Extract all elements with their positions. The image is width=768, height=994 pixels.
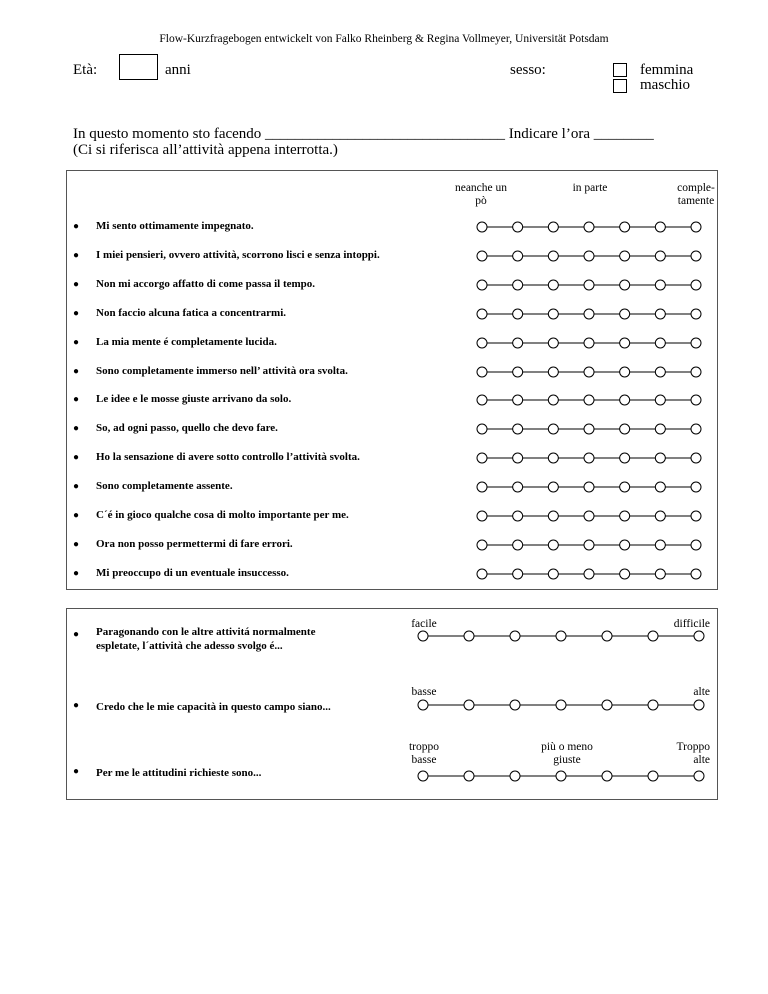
flow-item-text: Ora non posso permettermi di fare errori. bbox=[96, 537, 293, 550]
scale-option-1[interactable] bbox=[477, 424, 487, 434]
anchor-left: basse bbox=[411, 686, 437, 698]
scale-option-2[interactable] bbox=[513, 395, 523, 405]
scale-option-3[interactable] bbox=[548, 280, 558, 290]
scale-option-7[interactable] bbox=[691, 251, 701, 261]
scale-option-2[interactable] bbox=[513, 424, 523, 434]
difficulty-item-scale bbox=[417, 769, 705, 783]
bullet-icon: ● bbox=[73, 510, 80, 521]
scale-option-5[interactable] bbox=[620, 395, 630, 405]
scale-option-2[interactable] bbox=[513, 453, 523, 463]
scale-option-7[interactable] bbox=[691, 482, 701, 492]
flow-item-scale bbox=[476, 220, 702, 234]
scale-option-5[interactable] bbox=[602, 700, 612, 710]
scale-option-1[interactable] bbox=[477, 280, 487, 290]
flow-item-text: Non faccio alcuna fatica a concentrarmi. bbox=[96, 306, 287, 319]
flow-item-scale bbox=[476, 538, 702, 552]
flow-item-scale bbox=[476, 307, 702, 321]
scale-option-4[interactable] bbox=[584, 222, 594, 232]
flow-item-scale bbox=[476, 336, 702, 350]
scale-option-4[interactable] bbox=[584, 511, 594, 521]
scale-option-4[interactable] bbox=[584, 453, 594, 463]
scale-option-2[interactable] bbox=[513, 367, 523, 377]
bullet-icon: ● bbox=[73, 221, 80, 232]
scale-option-3[interactable] bbox=[510, 700, 520, 710]
activity-line: In questo momento sto facendo ________________________________ Indicare l’ora ________ bbox=[73, 126, 654, 142]
scale-option-4[interactable] bbox=[556, 700, 566, 710]
scale-option-2[interactable] bbox=[513, 222, 523, 232]
bullet-icon: ● bbox=[73, 766, 80, 777]
difficulty-item-scale bbox=[417, 698, 705, 712]
scale-option-5[interactable] bbox=[620, 569, 630, 579]
flow-item-scale bbox=[476, 509, 702, 523]
bullet-icon: ● bbox=[73, 567, 80, 579]
scale-option-1[interactable] bbox=[477, 482, 487, 492]
maschio-checkbox[interactable] bbox=[613, 79, 627, 93]
scale-option-6[interactable] bbox=[655, 280, 665, 290]
sesso-label: sesso: bbox=[510, 62, 546, 78]
flow-item-text: Mi preoccupo di un eventuale insuccesso. bbox=[96, 566, 289, 579]
scale-option-1[interactable] bbox=[477, 511, 487, 521]
scale-option-2[interactable] bbox=[513, 569, 523, 579]
bullet-icon: ● bbox=[73, 278, 80, 290]
femmina-label: femmina bbox=[640, 62, 694, 78]
scale-option-4[interactable] bbox=[584, 540, 594, 550]
scale-option-1[interactable] bbox=[477, 540, 487, 550]
bullet-icon: ● bbox=[73, 307, 80, 319]
bullet-icon: ● bbox=[73, 700, 80, 711]
anchor-right: difficile bbox=[673, 618, 710, 630]
flow-item-scale bbox=[476, 422, 702, 436]
scale-option-6[interactable] bbox=[655, 395, 665, 405]
scale-option-5[interactable] bbox=[620, 222, 630, 232]
scale-option-6[interactable] bbox=[655, 540, 665, 550]
scale-header-left bbox=[441, 182, 521, 208]
scale-option-4[interactable] bbox=[556, 631, 566, 641]
scale-option-7[interactable] bbox=[691, 453, 701, 463]
scale-option-7[interactable] bbox=[691, 569, 701, 579]
scale-option-1[interactable] bbox=[477, 367, 487, 377]
scale-option-1[interactable] bbox=[477, 453, 487, 463]
scale-option-7[interactable] bbox=[691, 222, 701, 232]
scale-option-4[interactable] bbox=[584, 395, 594, 405]
scale-header-right-line2: tamente bbox=[677, 195, 715, 207]
difficulty-item-scale bbox=[417, 629, 705, 643]
scale-option-1[interactable] bbox=[418, 700, 428, 710]
flow-item-text: C´é in gioco qualche cosa di molto importante per me. bbox=[96, 509, 349, 521]
scale-option-3[interactable] bbox=[548, 540, 558, 550]
scale-option-7[interactable] bbox=[691, 511, 701, 521]
scale-option-6[interactable] bbox=[655, 222, 665, 232]
scale-option-3[interactable] bbox=[548, 309, 558, 319]
anchor-left: basse bbox=[411, 754, 437, 766]
anchor-right: alte bbox=[693, 686, 710, 698]
bullet-icon: ● bbox=[73, 394, 80, 406]
bullet-icon: ● bbox=[73, 365, 80, 377]
scale-option-5[interactable] bbox=[620, 482, 630, 492]
scale-option-1[interactable] bbox=[477, 569, 487, 579]
scale-option-6[interactable] bbox=[655, 511, 665, 521]
scale-option-1[interactable] bbox=[477, 251, 487, 261]
flow-item-text: So, ad ogni passo, quello che devo fare. bbox=[96, 422, 278, 435]
scale-option-3[interactable] bbox=[548, 569, 558, 579]
scale-option-7[interactable] bbox=[691, 367, 701, 377]
scale-option-2[interactable] bbox=[464, 700, 474, 710]
anchor-right: alte bbox=[693, 754, 710, 766]
scale-option-5[interactable] bbox=[620, 424, 630, 434]
scale-option-7[interactable] bbox=[691, 309, 701, 319]
flow-item-scale bbox=[476, 567, 702, 581]
scale-option-3[interactable] bbox=[548, 222, 558, 232]
difficulty-item-text: Credo che le mie capacità in questo campo siano... bbox=[96, 701, 331, 713]
page-header: Flow-Kurzfragebogen entwickelt von Falko Rheinberg & Regina Vollmeyer, Universität Potsdam bbox=[159, 33, 609, 45]
anchor-left: facile bbox=[411, 618, 437, 630]
scale-option-2[interactable] bbox=[464, 771, 474, 781]
scale-option-5[interactable] bbox=[620, 540, 630, 550]
scale-option-6[interactable] bbox=[655, 453, 665, 463]
scale-option-3[interactable] bbox=[548, 251, 558, 261]
scale-option-6[interactable] bbox=[655, 251, 665, 261]
scale-option-4[interactable] bbox=[584, 309, 594, 319]
scale-header-mid: in parte bbox=[572, 182, 608, 194]
scale-option-5[interactable] bbox=[620, 251, 630, 261]
scale-option-5[interactable] bbox=[602, 771, 612, 781]
scale-option-4[interactable] bbox=[584, 251, 594, 261]
scale-option-6[interactable] bbox=[648, 700, 658, 710]
scale-option-7[interactable] bbox=[691, 540, 701, 550]
scale-header-right-line1: comple- bbox=[677, 182, 715, 194]
scale-option-3[interactable] bbox=[548, 424, 558, 434]
scale-option-2[interactable] bbox=[513, 251, 523, 261]
scale-option-2[interactable] bbox=[464, 631, 474, 641]
anchor-mid: più o meno bbox=[541, 741, 593, 753]
scale-option-3[interactable] bbox=[510, 631, 520, 641]
scale-option-3[interactable] bbox=[510, 771, 520, 781]
scale-option-1[interactable] bbox=[418, 631, 428, 641]
maschio-label: maschio bbox=[640, 77, 690, 93]
scale-option-3[interactable] bbox=[548, 511, 558, 521]
scale-option-2[interactable] bbox=[513, 280, 523, 290]
scale-option-4[interactable] bbox=[584, 367, 594, 377]
scale-option-5[interactable] bbox=[602, 631, 612, 641]
scale-option-6[interactable] bbox=[655, 424, 665, 434]
scale-option-5[interactable] bbox=[620, 367, 630, 377]
scale-header-left-line2: pò bbox=[475, 195, 487, 207]
scale-option-7[interactable] bbox=[694, 631, 704, 641]
scale-option-4[interactable] bbox=[556, 771, 566, 781]
flow-item-scale bbox=[476, 393, 702, 407]
femmina-checkbox[interactable] bbox=[613, 63, 627, 77]
scale-option-3[interactable] bbox=[548, 395, 558, 405]
scale-option-1[interactable] bbox=[477, 338, 487, 348]
eta-label: Età: bbox=[73, 62, 98, 78]
bullet-icon: ● bbox=[73, 452, 80, 464]
bullet-icon: ● bbox=[73, 423, 80, 435]
scale-option-7[interactable] bbox=[694, 700, 704, 710]
scale-option-4[interactable] bbox=[584, 338, 594, 348]
scale-option-6[interactable] bbox=[655, 367, 665, 377]
scale-option-7[interactable] bbox=[691, 280, 701, 290]
scale-option-6[interactable] bbox=[655, 338, 665, 348]
scale-option-3[interactable] bbox=[548, 482, 558, 492]
scale-option-4[interactable] bbox=[584, 482, 594, 492]
flow-item-scale bbox=[476, 249, 702, 263]
bullet-icon: ● bbox=[73, 629, 80, 640]
difficulty-item-text: Paragonando con le altre attivitá normalmente bbox=[96, 626, 316, 638]
anchor-right: Troppo bbox=[676, 741, 710, 753]
scale-option-4[interactable] bbox=[584, 569, 594, 579]
scale-option-4[interactable] bbox=[584, 280, 594, 290]
bullet-icon: ● bbox=[73, 249, 80, 261]
activity-note: (Ci si riferisca all’attività appena interrotta.) bbox=[73, 142, 338, 158]
scale-option-5[interactable] bbox=[620, 511, 630, 521]
scale-option-1[interactable] bbox=[477, 395, 487, 405]
flow-item-text: Mi sento ottimamente impegnato. bbox=[96, 220, 254, 232]
scale-option-1[interactable] bbox=[418, 771, 428, 781]
flow-item-text: Ho la sensazione di avere sotto controllo l’attività svolta. bbox=[96, 451, 360, 464]
scale-option-7[interactable] bbox=[691, 395, 701, 405]
scale-option-3[interactable] bbox=[548, 453, 558, 463]
anchor-left: troppo bbox=[408, 741, 440, 753]
scale-option-7[interactable] bbox=[691, 424, 701, 434]
scale-option-5[interactable] bbox=[620, 309, 630, 319]
scale-option-6[interactable] bbox=[655, 309, 665, 319]
scale-option-6[interactable] bbox=[655, 482, 665, 492]
scale-option-2[interactable] bbox=[513, 511, 523, 521]
difficulty-item-text: Per me le attitudini richieste sono... bbox=[96, 767, 262, 779]
flow-item-scale bbox=[476, 480, 702, 494]
scale-option-1[interactable] bbox=[477, 222, 487, 232]
anchor-mid: giuste bbox=[553, 754, 581, 766]
bullet-icon: ● bbox=[73, 481, 80, 493]
bullet-icon: ● bbox=[73, 538, 80, 550]
flow-item-text: Le idee e le mosse giuste arrivano da solo. bbox=[96, 393, 292, 406]
flow-item-text: Non mi accorgo affatto di come passa il tempo. bbox=[96, 277, 316, 290]
scale-option-3[interactable] bbox=[548, 338, 558, 348]
scale-option-6[interactable] bbox=[648, 631, 658, 641]
anni-label: anni bbox=[165, 62, 191, 78]
difficulty-item-text: espletate, l´attività che adesso svolgo é... bbox=[96, 640, 283, 652]
scale-option-5[interactable] bbox=[620, 453, 630, 463]
flow-item-scale bbox=[476, 365, 702, 379]
flow-item-text: Sono completamente assente. bbox=[96, 480, 233, 493]
scale-header-right bbox=[666, 182, 726, 208]
scale-option-5[interactable] bbox=[620, 280, 630, 290]
scale-option-2[interactable] bbox=[513, 540, 523, 550]
bullet-icon: ● bbox=[73, 336, 80, 348]
scale-option-1[interactable] bbox=[477, 309, 487, 319]
scale-option-3[interactable] bbox=[548, 367, 558, 377]
flow-item-scale bbox=[476, 278, 702, 292]
scale-option-5[interactable] bbox=[620, 338, 630, 348]
flow-item-text: I miei pensieri, ovvero attività, scorrono lisci e senza intoppi. bbox=[96, 248, 380, 261]
scale-option-6[interactable] bbox=[648, 771, 658, 781]
scale-option-6[interactable] bbox=[655, 569, 665, 579]
age-input[interactable] bbox=[119, 54, 158, 80]
scale-option-2[interactable] bbox=[513, 338, 523, 348]
scale-option-2[interactable] bbox=[513, 482, 523, 492]
flow-item-text: Sono completamente immerso nell’ attività ora svolta. bbox=[96, 364, 348, 377]
scale-option-2[interactable] bbox=[513, 309, 523, 319]
scale-option-7[interactable] bbox=[694, 771, 704, 781]
flow-item-text: La mia mente é completamente lucida. bbox=[96, 335, 277, 348]
scale-option-4[interactable] bbox=[584, 424, 594, 434]
flow-item-scale bbox=[476, 451, 702, 465]
scale-header-left-line1: neanche un bbox=[454, 182, 508, 194]
scale-option-7[interactable] bbox=[691, 338, 701, 348]
